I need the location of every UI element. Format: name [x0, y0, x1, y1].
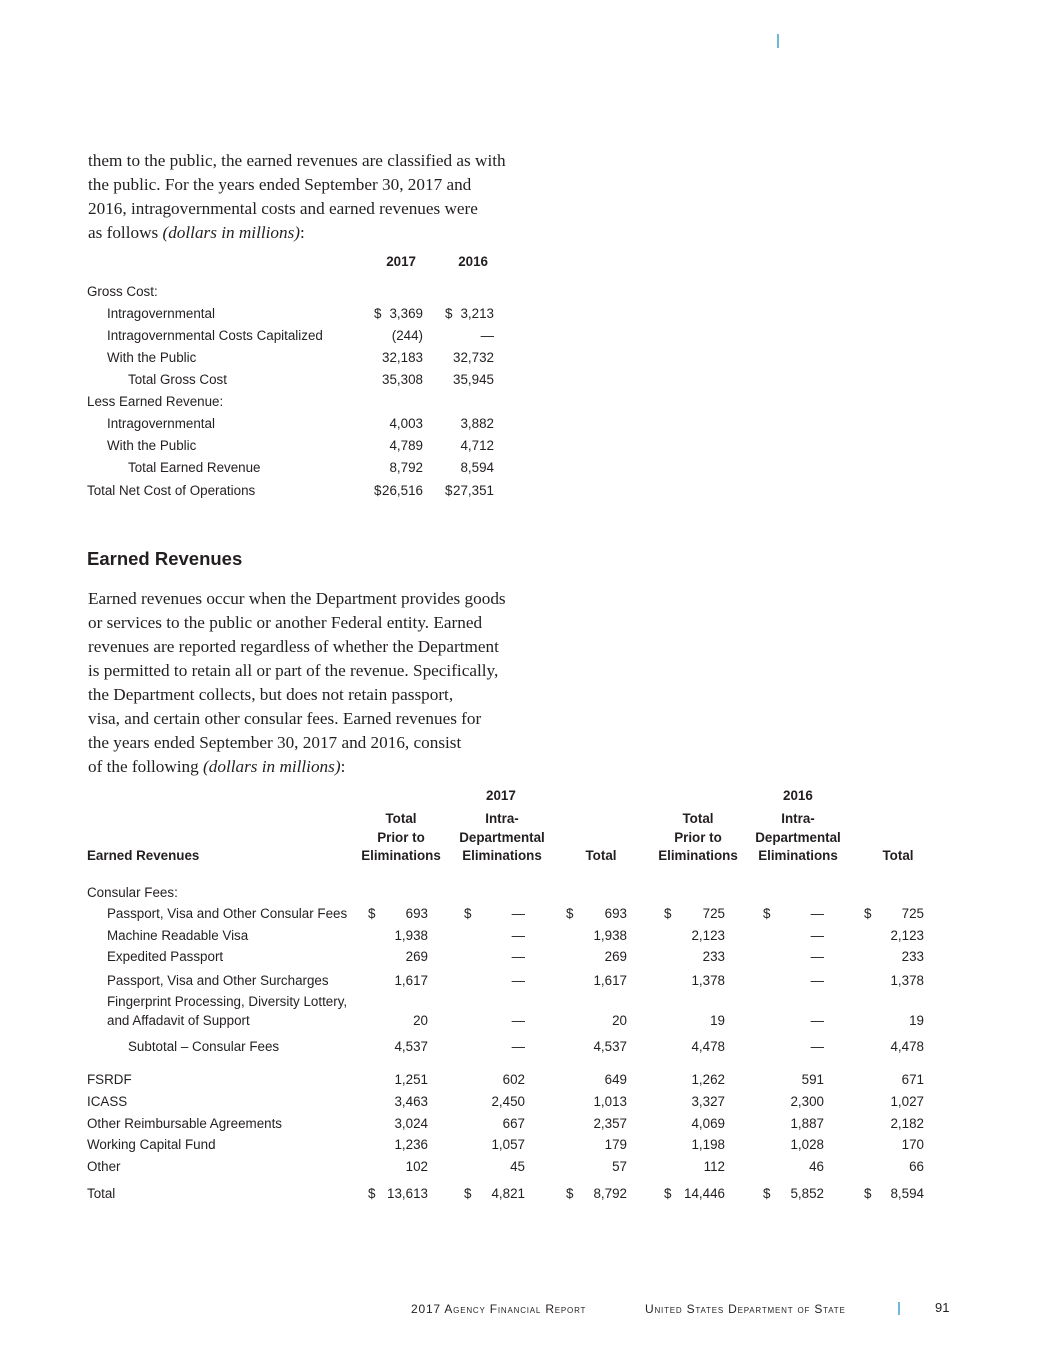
value-2016: 32,732 — [453, 350, 494, 365]
value-2017: 35,308 — [382, 372, 423, 387]
dollar-sign-2016: $ — [445, 483, 453, 498]
cell-value: 170 — [901, 1137, 924, 1152]
intro-line: them to the public, the earned revenues are classified as with — [88, 151, 506, 170]
para-line: Earned revenues occur when the Department provides goods — [88, 589, 506, 608]
cell-value: 3,024 — [394, 1116, 428, 1131]
cell-value: 13,613 — [387, 1186, 428, 1201]
intro-colon: : — [300, 223, 305, 242]
cell-value: 14,446 — [684, 1186, 725, 1201]
column-header-line: Eliminations — [462, 848, 542, 863]
cell-value: — — [810, 928, 824, 943]
value-2016: 4,712 — [460, 438, 494, 453]
cell-value: 671 — [901, 1072, 924, 1087]
cell-value: 45 — [510, 1159, 525, 1174]
cell-value: 233 — [702, 949, 725, 964]
cell-value: 725 — [901, 906, 924, 921]
page-footer — [0, 1302, 1043, 1318]
cell-value: 649 — [604, 1072, 627, 1087]
dollar-sign: $ — [566, 1186, 574, 1201]
column-header-line: Departmental — [755, 829, 841, 845]
value-2017: 4,789 — [389, 438, 423, 453]
cell-value: 8,792 — [593, 1186, 627, 1201]
dollar-sign: $ — [763, 1186, 771, 1201]
cell-value: 179 — [604, 1137, 627, 1152]
cell-value: 3,327 — [691, 1094, 725, 1109]
cell-value: 2,123 — [691, 928, 725, 943]
column-header-line: Prior to — [377, 829, 425, 845]
table-row — [87, 282, 507, 304]
cell-value: 1,013 — [593, 1094, 627, 1109]
value-2017: (244) — [391, 328, 423, 343]
cell-value: 2,300 — [790, 1094, 824, 1109]
cell-value: 269 — [604, 949, 627, 964]
footer-department-text: United States Department of State — [645, 1302, 846, 1316]
column-header-line: Total — [682, 811, 714, 826]
intro-line: 2016, intragovernmental costs and earned revenues were — [88, 199, 478, 218]
earned-revenues-paragraph — [88, 587, 528, 779]
row-label: Machine Readable Visa — [107, 928, 249, 943]
row-label: Fingerprint Processing, Diversity Lottery, — [107, 994, 348, 1009]
row-label: Less Earned Revenue: — [87, 394, 224, 409]
column-header-line: Prior to — [674, 829, 722, 845]
para-line: is permitted to retain all or part of the revenue. Specifically, — [88, 661, 499, 680]
value-2017: 26,516 — [382, 483, 423, 498]
row-label: Total Net Cost of Operations — [87, 483, 256, 498]
column-header-line: Eliminations — [658, 848, 738, 863]
cell-value: — — [810, 1013, 824, 1028]
cell-value: 4,537 — [593, 1039, 627, 1054]
value-2017: 3,369 — [389, 306, 423, 321]
row-label: Total Gross Cost — [128, 372, 227, 387]
cell-value: 1,617 — [593, 973, 627, 988]
column-header-line: Total — [585, 848, 617, 863]
footer-report-title-text: 2017 Agency Financial Report — [411, 1302, 587, 1316]
cell-value: — — [810, 906, 824, 921]
cell-value: 5,852 — [790, 1186, 824, 1201]
intro-units: (dollars in millions) — [162, 223, 300, 242]
dollar-sign: $ — [566, 906, 574, 921]
dollar-sign-2017: $ — [374, 483, 382, 498]
cell-value: 112 — [703, 1159, 725, 1174]
column-header-line: Total — [385, 811, 417, 826]
cell-value: 2,357 — [593, 1116, 627, 1131]
dollar-sign-2016: $ — [445, 306, 453, 321]
cell-value: 233 — [901, 949, 924, 964]
para-line-text: of the following — [88, 757, 204, 776]
value-2017: 8,792 — [389, 460, 423, 475]
para-colon: : — [340, 757, 346, 776]
table-row — [87, 1159, 937, 1179]
column-header-line: Intra- — [485, 811, 519, 826]
cell-value: — — [810, 949, 824, 964]
cell-value: — — [810, 1039, 824, 1054]
table-row — [87, 436, 507, 458]
cell-value: 725 — [702, 906, 725, 921]
dollar-sign: $ — [464, 1186, 472, 1201]
table-row — [87, 994, 937, 1014]
footer-department — [645, 1302, 846, 1316]
cell-value: 1,378 — [691, 973, 725, 988]
table-row — [87, 1072, 937, 1092]
row-label: and Affadavit of Support — [107, 1013, 250, 1028]
value-2016: — — [480, 328, 494, 343]
cell-value: 57 — [612, 1159, 627, 1174]
row-label: Total Earned Revenue — [128, 460, 261, 475]
row-label: Expedited Passport — [107, 949, 224, 964]
cell-value: 66 — [909, 1159, 924, 1174]
dollar-sign: $ — [368, 906, 376, 921]
table-row — [87, 1039, 937, 1059]
footer-separator — [898, 1302, 900, 1315]
cell-value: 4,478 — [890, 1039, 924, 1054]
column-header-line: Total — [882, 848, 914, 863]
table-row — [87, 1186, 937, 1206]
cell-value: 269 — [405, 949, 428, 964]
cell-value: 19 — [710, 1013, 725, 1028]
cell-value: 1,938 — [593, 928, 627, 943]
para-line: or services to the public or another Federal entity. Earned — [88, 613, 483, 632]
table-row — [87, 481, 507, 503]
table-row — [87, 906, 937, 926]
table-row — [87, 928, 937, 948]
table-row — [87, 458, 507, 480]
table-row — [87, 392, 507, 414]
row-label: Gross Cost: — [87, 284, 158, 299]
row-label: ICASS — [87, 1094, 128, 1109]
value-2016: 35,945 — [453, 372, 494, 387]
page-number: 91 — [935, 1300, 950, 1315]
cell-value: 3,463 — [394, 1094, 428, 1109]
row-label: Passport, Visa and Other Consular Fees — [107, 906, 348, 921]
cell-value: 1,057 — [491, 1137, 525, 1152]
year-header-2017: 2017 — [486, 788, 516, 803]
footer-report-title — [411, 1302, 586, 1316]
cell-value: 693 — [405, 906, 428, 921]
para-line: visa, and certain other consular fees. Earned revenues for — [88, 709, 482, 728]
cell-value: 2,182 — [890, 1116, 924, 1131]
table-row — [87, 370, 507, 392]
para-line — [88, 755, 528, 779]
table-row — [87, 1013, 937, 1033]
cell-value: 1,236 — [394, 1137, 428, 1152]
cell-value: 4,821 — [491, 1186, 525, 1201]
para-line: revenues are reported regardless of whether the Department — [88, 637, 499, 656]
column-header — [838, 847, 958, 866]
value-2016: 27,351 — [453, 483, 494, 498]
column-header-2017: 2017 — [386, 254, 416, 269]
table-row — [87, 885, 937, 905]
column-header-line: Intra- — [781, 811, 815, 826]
row-label: Passport, Visa and Other Surcharges — [107, 973, 329, 988]
dollar-sign: $ — [368, 1186, 376, 1201]
table-row — [87, 326, 507, 348]
section-title: Earned Revenues — [87, 548, 243, 569]
column-header-line: Eliminations — [758, 848, 838, 863]
table-header-row — [87, 252, 507, 282]
table-row — [87, 348, 507, 370]
cell-value: — — [511, 928, 525, 943]
cell-value: — — [511, 949, 525, 964]
row-label: Subtotal – Consular Fees — [128, 1039, 280, 1054]
cell-value: 20 — [612, 1013, 627, 1028]
row-label: Intragovernmental — [107, 416, 215, 431]
value-2016: 8,594 — [460, 460, 494, 475]
table-row — [87, 1137, 937, 1157]
row-label: Other Reimbursable Agreements — [87, 1116, 283, 1131]
intragovernmental-costs-table — [87, 252, 507, 503]
dollar-sign: $ — [664, 906, 672, 921]
intro-line: the public. For the years ended September 30, 2017 and — [88, 175, 472, 194]
column-header-line: Departmental — [459, 829, 545, 845]
dollar-sign: $ — [464, 906, 472, 921]
cell-value: 4,537 — [394, 1039, 428, 1054]
cell-value: — — [511, 906, 525, 921]
cell-value: 4,478 — [691, 1039, 725, 1054]
table-row — [87, 1094, 937, 1114]
cell-value: 1,938 — [394, 928, 428, 943]
cell-value: 602 — [502, 1072, 525, 1087]
row-label: Total — [87, 1186, 116, 1201]
year-header-2016: 2016 — [783, 788, 813, 803]
cell-value: 1,378 — [890, 973, 924, 988]
row-label: With the Public — [107, 438, 197, 453]
row-label: Consular Fees: — [87, 885, 178, 900]
cell-value: 667 — [502, 1116, 525, 1131]
cell-value: — — [810, 973, 824, 988]
intro-line — [88, 221, 528, 245]
intro-paragraph — [88, 149, 528, 245]
value-2017: 4,003 — [389, 416, 423, 431]
dollar-sign: $ — [864, 1186, 872, 1201]
para-line: the Department collects, but does not retain passport, — [88, 685, 454, 704]
value-2016: 3,213 — [460, 306, 494, 321]
cell-value: 2,123 — [890, 928, 924, 943]
table-row — [87, 1116, 937, 1136]
cell-value: 1,887 — [790, 1116, 824, 1131]
cell-value: 46 — [809, 1159, 824, 1174]
cell-value: 693 — [604, 906, 627, 921]
cell-value: 1,251 — [394, 1072, 428, 1087]
row-label: FSRDF — [87, 1072, 132, 1087]
column-header-2016: 2016 — [458, 254, 488, 269]
row-label: Working Capital Fund — [87, 1137, 216, 1152]
cell-value: 1,262 — [691, 1072, 725, 1087]
column-header-line: Eliminations — [361, 848, 441, 863]
row-label: Other — [87, 1159, 121, 1174]
cell-value: 1,198 — [691, 1137, 725, 1152]
dollar-sign: $ — [864, 906, 872, 921]
cell-value: 1,617 — [394, 973, 428, 988]
row-label: Intragovernmental — [107, 306, 215, 321]
table-row — [87, 973, 937, 993]
dollar-sign: $ — [664, 1186, 672, 1201]
cell-value: 4,069 — [691, 1116, 725, 1131]
table-row — [87, 414, 507, 436]
para-units: (dollars in millions) — [203, 757, 341, 776]
cell-value: 1,027 — [890, 1094, 924, 1109]
para-line: the years ended September 30, 2017 and 2016, consist — [88, 733, 462, 752]
cell-value: 2,450 — [491, 1094, 525, 1109]
row-label: With the Public — [107, 350, 197, 365]
dollar-sign-2017: $ — [374, 306, 382, 321]
cell-value: 102 — [405, 1159, 428, 1174]
cell-value: — — [511, 1039, 525, 1054]
row-header: Earned Revenues — [87, 848, 200, 863]
cell-value: 20 — [413, 1013, 428, 1028]
table-row — [87, 949, 937, 969]
value-2017: 32,183 — [382, 350, 423, 365]
row-label: Intragovernmental Costs Capitalized — [107, 328, 323, 343]
value-2016: 3,882 — [460, 416, 494, 431]
cell-value: 591 — [801, 1072, 824, 1087]
cell-value: 19 — [909, 1013, 924, 1028]
dollar-sign: $ — [763, 906, 771, 921]
cell-value: — — [511, 973, 525, 988]
intro-line-text: as follows — [88, 223, 163, 242]
table-row — [87, 304, 507, 326]
header-accent-rule — [777, 34, 779, 48]
cell-value: — — [511, 1013, 525, 1028]
cell-value: 1,028 — [790, 1137, 824, 1152]
cell-value: 8,594 — [890, 1186, 924, 1201]
